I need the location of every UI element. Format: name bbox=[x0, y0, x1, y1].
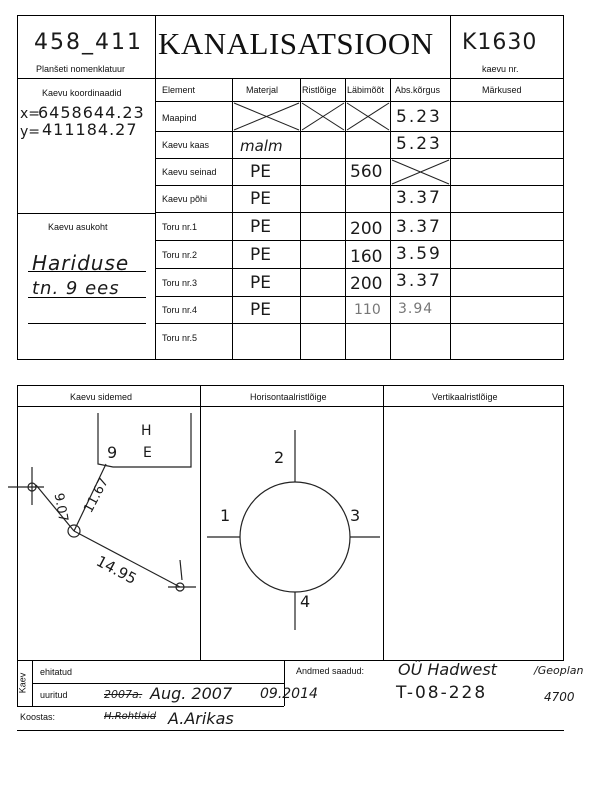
built-label: ehitatud bbox=[40, 667, 73, 677]
coordinates-label: Kaevu koordinaadid bbox=[42, 88, 122, 98]
table-cell-materjal: PE bbox=[250, 273, 271, 293]
page-title: KANALISATSIOON bbox=[158, 26, 434, 61]
header-labimoot: Läbimõõt bbox=[347, 85, 385, 95]
coord-x-prefix: x= bbox=[20, 106, 41, 122]
location-line-1: Hariduse bbox=[32, 251, 130, 275]
table-row-element: Toru nr.4 bbox=[162, 305, 198, 315]
table-row-element: Toru nr.5 bbox=[162, 333, 198, 343]
well-number-value: K1630 bbox=[462, 30, 538, 55]
table-cell-labimoot: 110 bbox=[354, 302, 381, 318]
table-row-element: Toru nr.1 bbox=[162, 222, 198, 232]
building-label-9: 9 bbox=[107, 443, 118, 462]
data-from-company: OÜ Hadwest bbox=[398, 660, 497, 679]
horizontal-section-title: Horisontaalristlõige bbox=[250, 392, 327, 402]
surveyed-struck: 2007a. bbox=[104, 688, 143, 701]
table-cell-materjal: malm bbox=[240, 137, 283, 155]
header-element: Element bbox=[162, 85, 196, 95]
surveyed-label: uuritud bbox=[40, 690, 68, 700]
table-cell-abs: 3.59 bbox=[396, 244, 442, 264]
surveyed-date-1: Aug. 2007 bbox=[150, 684, 233, 703]
table-row-element: Kaevu kaas bbox=[162, 140, 210, 150]
vertical-section-title: Vertikaalristlõige bbox=[432, 392, 498, 402]
header-markused: Märkused bbox=[482, 85, 522, 95]
table-row-element: Toru nr.3 bbox=[162, 278, 198, 288]
tie-distance-3: 14.95 bbox=[93, 551, 140, 589]
table-cell-labimoot: 200 bbox=[350, 219, 383, 239]
nomenclature-label: Planšeti nomenklatuur bbox=[36, 64, 126, 74]
pipe-label-2: 2 bbox=[274, 448, 285, 467]
ties-title: Kaevu sidemed bbox=[70, 392, 133, 402]
coord-y-value: 411184.27 bbox=[42, 120, 138, 139]
table-cell-materjal: PE bbox=[250, 217, 271, 237]
table-row-element: Kaevu põhi bbox=[162, 194, 208, 204]
table-cell-materjal: PE bbox=[250, 189, 271, 209]
table-cell-abs: 3.94 bbox=[398, 301, 434, 317]
table-cell-labimoot: 160 bbox=[350, 247, 383, 267]
coord-x-value: 6458644.23 bbox=[38, 103, 145, 122]
nomenclature-value: 458_411 bbox=[34, 30, 143, 55]
pipe-label-3: 3 bbox=[350, 506, 361, 525]
table-cell-abs: 3.37 bbox=[396, 188, 442, 208]
header-ristloige: Ristlõige bbox=[302, 85, 337, 95]
surveyed-date-2: 09.2014 bbox=[260, 686, 318, 702]
location-line-2: tn. 9 ees bbox=[32, 278, 120, 299]
data-from-num: 4700 bbox=[544, 690, 575, 704]
well-number-label: kaevu nr. bbox=[482, 64, 519, 74]
table-row-element: Maapind bbox=[162, 113, 197, 123]
compiled-struck: H.Rohtlaid bbox=[104, 711, 157, 722]
table-cell-labimoot: 200 bbox=[350, 274, 383, 294]
tie-distance-2: 11.67 bbox=[81, 475, 112, 516]
compiled-label: Koostas: bbox=[20, 712, 56, 722]
table-cell-abs: 3.37 bbox=[396, 271, 442, 291]
data-from-code: T-08-228 bbox=[396, 683, 488, 703]
table-cell-abs: 5.23 bbox=[396, 134, 442, 154]
compiled-by: A.Arikas bbox=[168, 709, 234, 728]
tie-distance-1: 9.07 bbox=[50, 491, 71, 524]
pipe-label-4: 4 bbox=[300, 592, 311, 611]
coord-y-prefix: y= bbox=[20, 124, 41, 140]
pipe-label-1: 1 bbox=[220, 506, 231, 525]
table-cell-materjal: PE bbox=[250, 300, 271, 320]
table-cell-materjal: PE bbox=[250, 245, 271, 265]
table-cell-labimoot: 560 bbox=[350, 162, 383, 182]
table-cell-abs: 3.37 bbox=[396, 217, 442, 237]
kaev-label: Kaev bbox=[17, 672, 28, 694]
table-row-element: Kaevu seinad bbox=[162, 167, 217, 177]
header-materjal: Materjal bbox=[246, 85, 279, 95]
table-cell-abs: 5.23 bbox=[396, 107, 442, 127]
data-from-label: Andmed saadud: bbox=[296, 666, 365, 676]
building-label-h: H bbox=[141, 423, 152, 439]
location-label: Kaevu asukoht bbox=[48, 222, 108, 232]
data-from-extra: /Geoplan bbox=[534, 664, 584, 677]
header-abs: Abs.kõrgus bbox=[395, 85, 441, 95]
table-row-element: Toru nr.2 bbox=[162, 250, 198, 260]
building-label-e: E bbox=[143, 445, 152, 461]
table-cell-materjal: PE bbox=[250, 162, 271, 182]
